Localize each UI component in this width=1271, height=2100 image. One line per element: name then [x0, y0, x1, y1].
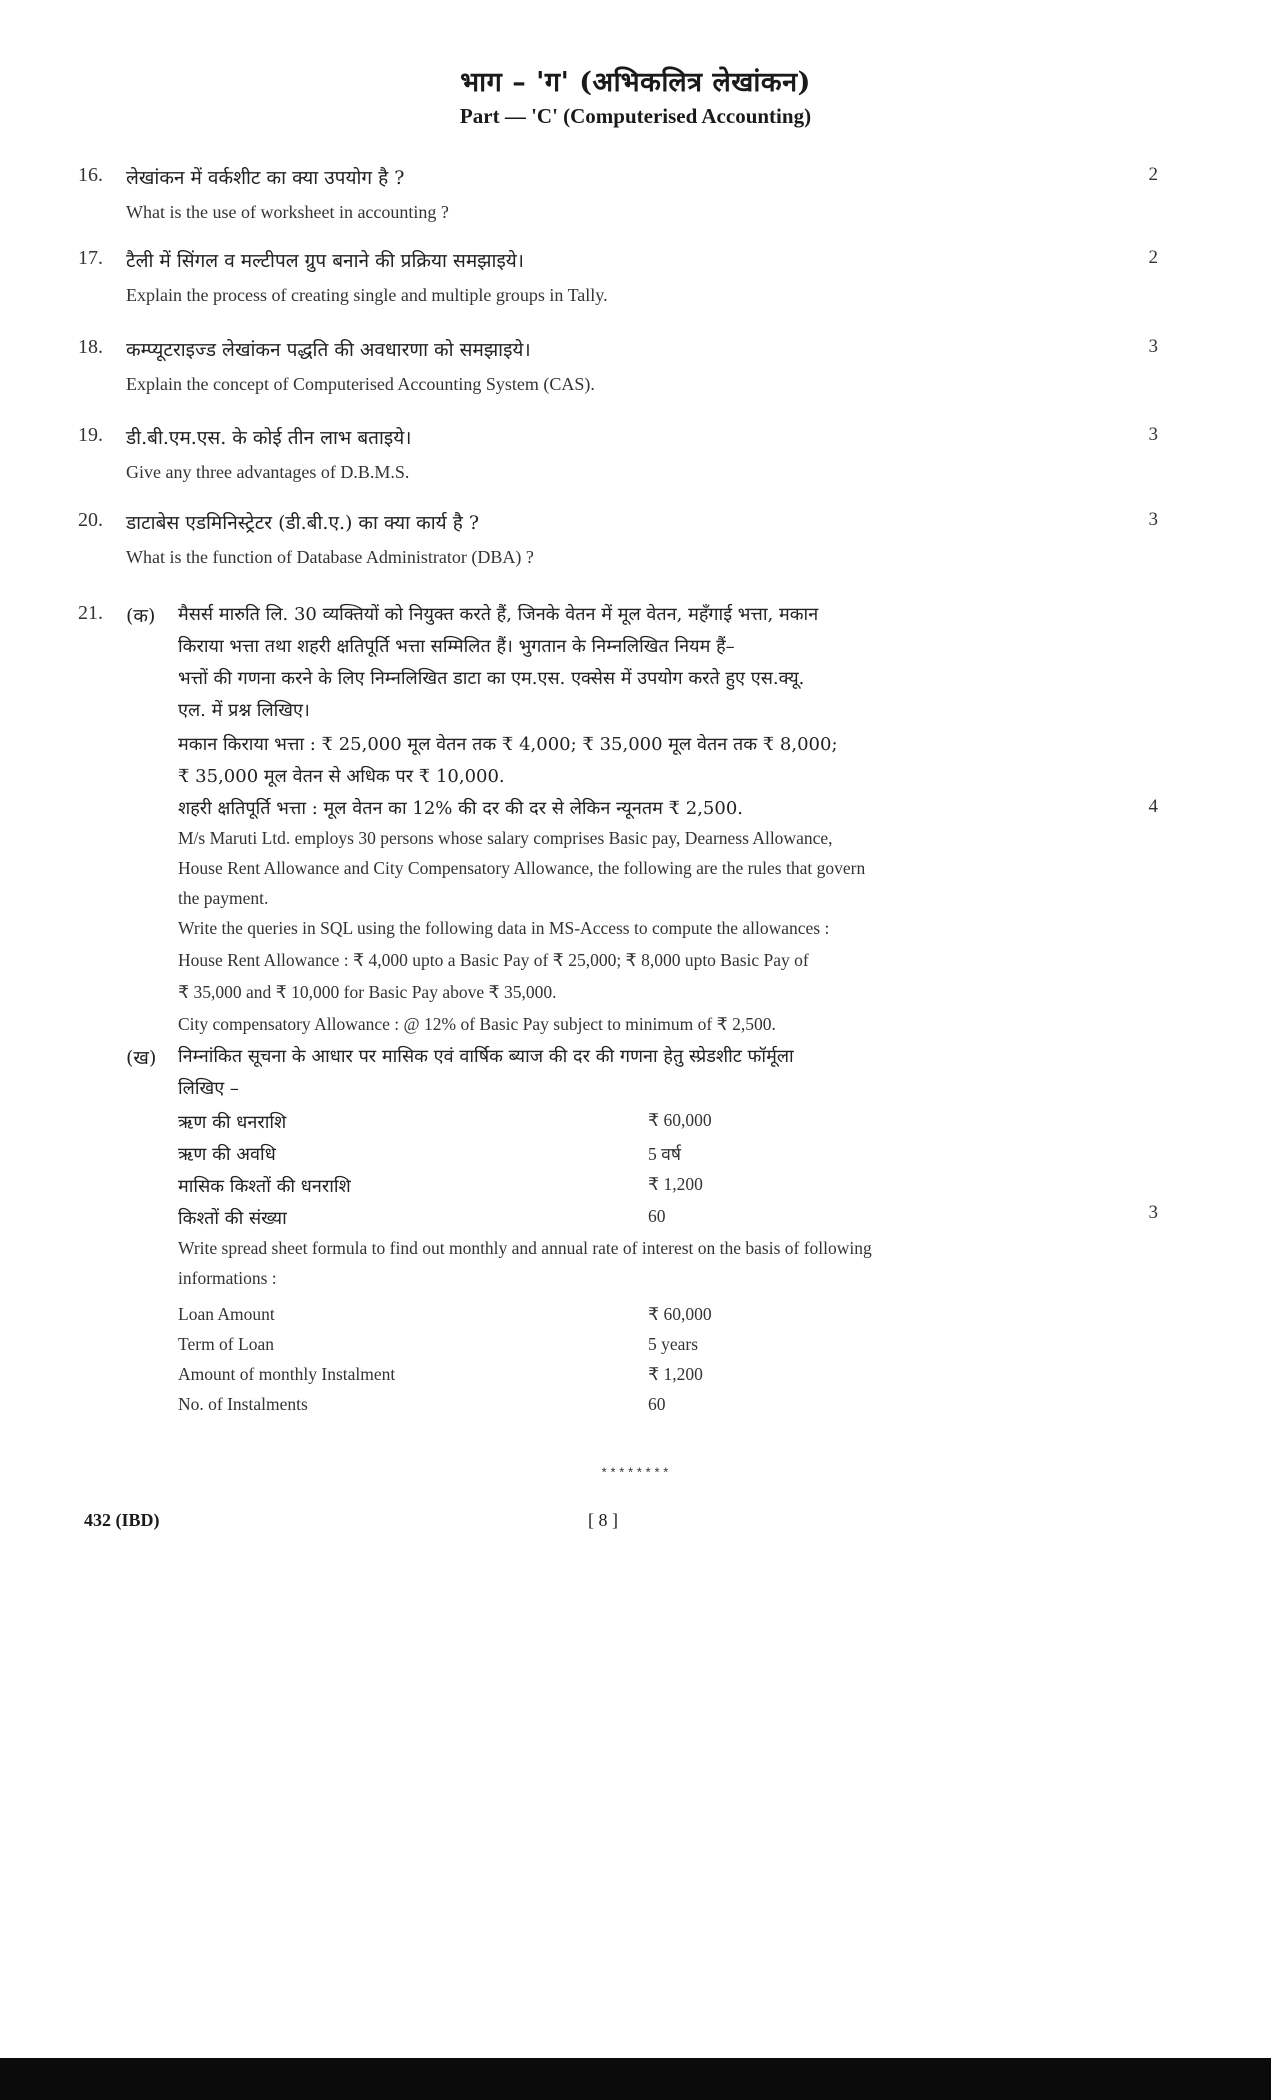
section-title-english: Part — 'C' (Computerised Accounting) — [459, 104, 812, 128]
subpart-a-hindi-line: मैसर्स मारुति लि. 30 व्यक्तियों को नियुक्त करते हैं, जिनके वेतन में मूल वेतन, महँगाई भत्ता, मकान — [178, 604, 819, 625]
question-text-english: Give any three advantages of D.B.M.S. — [126, 462, 410, 482]
question-number: 18. — [78, 336, 103, 358]
question-marks: 3 — [1148, 336, 1158, 357]
loan-detail-value: 60 — [648, 1206, 666, 1226]
question-text-english: What is the use of worksheet in accounting ? — [126, 202, 449, 222]
question-marks: 2 — [1148, 164, 1158, 185]
question-number: 21. — [78, 602, 103, 624]
subpart-b-english-line: Write spread sheet formula to find out monthly and annual rate of interest on the basis of following — [178, 1238, 872, 1258]
question-text-hindi: टैली में सिंगल व मल्टीपल ग्रुप बनाने की प्रक्रिया समझाइये। — [126, 250, 525, 272]
loan-detail-label-hindi: मासिक किश्तों की धनराशि — [178, 1176, 351, 1197]
question-text-hindi: लेखांकन में वर्कशीट का क्या उपयोग है ? — [126, 167, 405, 189]
subpart-a-english-line: M/s Maruti Ltd. employs 30 persons whose salary comprises Basic pay, Dearness Allowance, — [178, 828, 833, 848]
loan-detail-value: ₹ 60,000 — [648, 1304, 712, 1324]
question-marks: 3 — [1148, 424, 1158, 445]
loan-detail-value: 5 years — [648, 1334, 699, 1354]
loan-detail-label-english: Term of Loan — [178, 1334, 274, 1354]
subpart-a-english-line: House Rent Allowance : ₹ 4,000 upto a Basic Pay of ₹ 25,000; ₹ 8,000 upto Basic Pay of — [178, 950, 809, 970]
subpart-a-english-line: Write the queries in SQL using the following data in MS-Access to compute the allowances : — [178, 918, 830, 938]
loan-detail-label-hindi: ऋण की अवधि — [178, 1144, 276, 1165]
loan-detail-label-hindi: किश्तों की संख्या — [178, 1208, 287, 1229]
subpart-a-english-line: City compensatory Allowance : @ 12% of Basic Pay subject to minimum of ₹ 2,500. — [178, 1014, 776, 1034]
paper-code: 432 (IBD) — [84, 1510, 160, 1530]
subpart-a-marks: 4 — [1148, 796, 1158, 817]
scan-edge-bar — [0, 2058, 1271, 2100]
section-title-hindi: भाग – 'ग' (अभिकलित्र लेखांकन) — [460, 67, 811, 98]
question-number: 20. — [78, 509, 103, 531]
question-number: 16. — [78, 164, 103, 186]
loan-detail-value: 5 वर्ष — [648, 1144, 681, 1164]
subpart-a-label: (क) — [126, 605, 156, 627]
subpart-a-english-line: House Rent Allowance and City Compensatory Allowance, the following are the rules that govern — [178, 858, 866, 878]
subpart-a-hindi-line: एल. में प्रश्न लिखिए। — [178, 700, 310, 721]
subpart-a-hindi-line: किराया भत्ता तथा शहरी क्षतिपूर्ति भत्ता सम्मिलित हैं। भुगतान के निम्नलिखित नियम हैं– — [178, 636, 735, 657]
question-text-english: Explain the process of creating single and multiple groups in Tally. — [126, 285, 608, 305]
subpart-a-hindi-line: ₹ 35,000 मूल वेतन से अधिक पर ₹ 10,000. — [178, 766, 505, 787]
subpart-b-english-line: informations : — [178, 1268, 277, 1288]
subpart-a-hindi-line: शहरी क्षतिपूर्ति भत्ता : मूल वेतन का 12% की दर की दर से लेकिन न्यूनतम ₹ 2,500. — [178, 798, 744, 819]
question-text-english: What is the function of Database Administrator (DBA) ? — [126, 547, 534, 567]
question-text-hindi: डी.बी.एम.एस. के कोई तीन लाभ बताइये। — [126, 427, 412, 449]
subpart-b-hindi-line: निम्नांकित सूचना के आधार पर मासिक एवं वार्षिक ब्याज की दर की गणना हेतु स्प्रेडशीट फॉर्मूला — [178, 1046, 794, 1067]
subpart-b-hindi-line: लिखिए – — [178, 1078, 239, 1099]
end-marker: ******** — [600, 1466, 671, 1481]
subpart-a-hindi-line: मकान किराया भत्ता : ₹ 25,000 मूल वेतन तक ₹ 4,000; ₹ 35,000 मूल वेतन तक ₹ 8,000; — [178, 734, 838, 755]
question-text-english: Explain the concept of Computerised Accounting System (CAS). — [126, 374, 595, 394]
loan-detail-value: ₹ 1,200 — [648, 1364, 703, 1384]
subpart-a-hindi-line: भत्तों की गणना करने के लिए निम्नलिखित डाटा का एम.एस. एक्सेस में उपयोग करते हुए एस.क्यू. — [178, 668, 805, 689]
loan-detail-label-english: Loan Amount — [178, 1304, 275, 1324]
subpart-b-marks: 3 — [1148, 1202, 1158, 1223]
question-marks: 3 — [1148, 509, 1158, 530]
subpart-a-english-line: the payment. — [178, 888, 269, 908]
question-text-hindi: डाटाबेस एडमिनिस्ट्रेटर (डी.बी.ए.) का क्या कार्य है ? — [126, 512, 480, 534]
loan-detail-label-english: No. of Instalments — [178, 1394, 308, 1414]
loan-detail-label-english: Amount of monthly Instalment — [178, 1364, 396, 1384]
subpart-b-label: (ख) — [126, 1047, 157, 1069]
question-text-hindi: कम्प्यूटराइज्ड लेखांकन पद्धति की अवधारणा को समझाइये। — [126, 339, 531, 361]
loan-detail-value: 60 — [648, 1394, 666, 1414]
subpart-a-english-line: ₹ 35,000 and ₹ 10,000 for Basic Pay above ₹ 35,000. — [178, 982, 557, 1002]
question-marks: 2 — [1148, 247, 1158, 268]
loan-detail-value: ₹ 1,200 — [648, 1174, 703, 1194]
question-number: 19. — [78, 424, 103, 446]
loan-detail-label-hindi: ऋण की धनराशि — [178, 1112, 287, 1133]
question-number: 17. — [78, 247, 103, 269]
page-number: [ 8 ] — [588, 1510, 618, 1530]
loan-detail-value: ₹ 60,000 — [648, 1110, 712, 1130]
